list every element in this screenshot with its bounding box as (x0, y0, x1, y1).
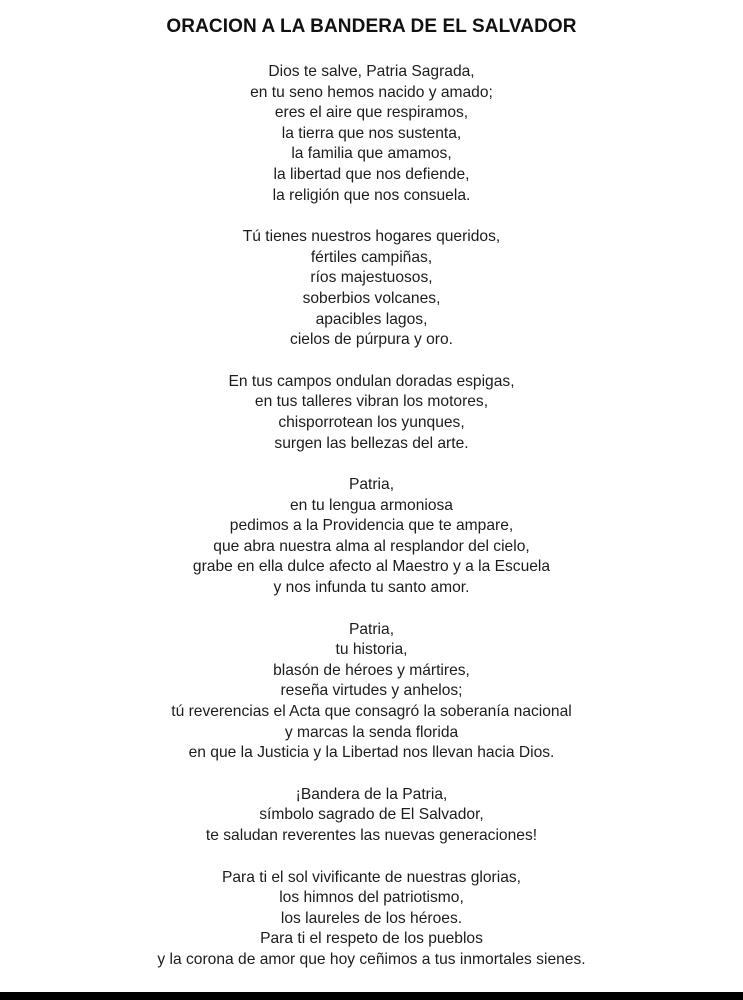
poem-line: pedimos a la Providencia que te ampare, (229, 517, 514, 535)
poem-line: chisporrotean los yunques, (278, 413, 465, 431)
poem-line: grabe en ella dulce afecto al Maestro y a la Escuela (192, 558, 551, 576)
poem-body (0, 62, 743, 992)
poem-line: eres el aire que respiramos, (274, 104, 469, 122)
document-title: ORACION A LA BANDERA DE EL SALVADOR (166, 16, 577, 37)
poem-stanza (0, 227, 743, 351)
poem-line: Para ti el sol vivificante de nuestras glorias, (221, 868, 522, 886)
poem-line: Para ti el respeto de los pueblos (260, 930, 483, 948)
poem-line: y nos infunda tu santo amor. (273, 579, 470, 597)
poem-line: la religión que nos consuela. (272, 186, 471, 204)
poem-stanza (0, 62, 743, 206)
poem-line: Patria, (348, 476, 395, 494)
poem-stanza (0, 620, 743, 764)
poem-line: te saludan reverentes las nuevas generaciones! (205, 827, 538, 844)
poem-line: en tu seno hemos nacido y amado; (250, 83, 493, 101)
poem-stanza (0, 372, 743, 454)
poem-line: ¡Bandera de la Patria, (295, 785, 448, 803)
poem-line: reseña virtudes y anhelos; (280, 682, 463, 700)
poem-line: los himnos del patriotismo, (279, 889, 464, 907)
poem-stanza (0, 785, 743, 847)
poem-line: cielos de púrpura y oro. (290, 331, 453, 349)
poem-line: surgen las bellezas del arte. (274, 434, 469, 452)
poem-line: tú reverencias el Acta que consagró la soberanía nacional (171, 703, 572, 721)
poem-stanza (0, 475, 743, 599)
poem-line: ríos majestuosos, (310, 269, 433, 287)
poem-line: apacibles lagos, (315, 310, 428, 328)
poem-line: la familia que amamos, (291, 145, 452, 163)
poem-line: Patria, (348, 620, 395, 638)
bottom-edge-bar (0, 992, 743, 1000)
poem-line: y marcas la senda florida (284, 723, 459, 741)
poem-line: Dios te salve, Patria Sagrada, (268, 63, 475, 80)
poem-line: En tus campos ondulan doradas espigas, (228, 372, 515, 390)
poem-line: y la corona de amor que hoy ceñimos a tus inmortales sienes. (157, 950, 586, 968)
poem-line: tu historia, (335, 641, 408, 659)
poem-line: blasón de héroes y mártires, (273, 661, 470, 679)
poem-line: en que la Justicia y la Libertad nos llevan hacia Dios. (188, 744, 555, 762)
poem-line: que abra nuestra alma al resplandor del cielo, (213, 537, 530, 555)
poem-line: los laureles de los héroes. (280, 909, 463, 927)
poem-line: símbolo sagrado de El Salvador, (259, 806, 484, 824)
poem-stanza (0, 868, 743, 971)
poem-line: fértiles campiñas, (310, 248, 433, 266)
poem-line: soberbios volcanes, (302, 289, 441, 307)
poem-line: la libertad que nos defiende, (273, 165, 470, 183)
poem-line: la tierra que nos sustenta, (281, 124, 462, 142)
poem-line: en tus talleres vibran los motores, (254, 393, 489, 411)
poem-line: en tu lengua armoniosa (290, 496, 453, 514)
poem-line: Tú tienes nuestros hogares queridos, (242, 228, 501, 246)
